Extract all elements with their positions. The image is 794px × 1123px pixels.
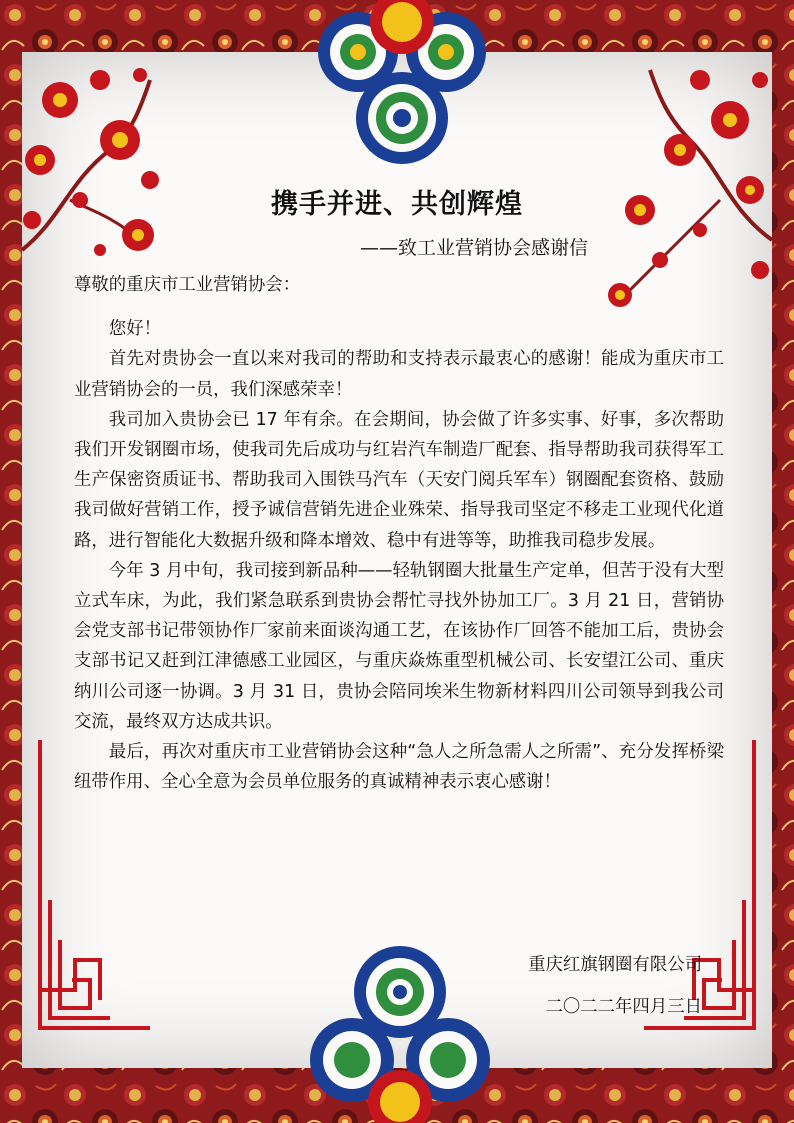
top-auspicious-cloud-icon [318,0,486,164]
paragraph-closing: 最后，再次对重庆市工业营销协会这种“急人之所急需人之所需”、充分发挥桥梁纽带作用、全心全意为会员单位服务的真诚精神表示衷心感谢！ [74,742,724,793]
salutation: 尊敬的重庆市工业营销协会： [74,275,301,295]
letter-date: 二〇二二年四月三日 [545,997,702,1017]
paragraph-march-events: 今年 3 月中旬，我司接到新品种——轻轨钢圈大批量生产定单，但苦于没有大型立式车床，为此，我们紧急联系到贵协会帮忙寻找外协加工厂。3 月 21 日，营销协会党支部书记带领协作厂家前来面谈沟通工艺，在该协作厂回答不能加工后，贵协会支部书记又赶到江津德感工业园区，与重庆焱炼重型机械公司、长安望江公司、重庆纳川公司逐一协调。3 月 31 日，贵协会陪同埃米生物新材料四川公司领导到我公司交流，最终双方达成共识。 [74,560,724,732]
paragraph-membership: 我司加入贵协会已 17 年有余。在会期间，协会做了许多实事、好事，多次帮助我们开发钢圈市场，使我司先后成功与红岩汽车制造厂配套、指导帮助我司获得军工生产保密资质证书、帮助我司入围铁马汽车（天安门阅兵军车）钢圈配套资格、鼓励我司做好营销工作，授予诚信营销先进企业殊荣、指导我司坚定不移走工业现代化道路，进行智能化大数据升级和降本增效、稳中有进等等，助推我司稳步发展。 [74,409,724,551]
paragraph-thanks: 首先对贵协会一直以来对我司的帮助和支持表示最衷心的感谢！能成为重庆市工业营销协会的一员，我们深感荣幸！ [74,349,724,400]
company-signature: 重庆红旗钢圈有限公司 [528,955,702,975]
bottom-auspicious-cloud-icon [310,946,490,1123]
letter-title: 携手并进、共创辉煌 [271,189,523,220]
left-plum-blossom-icon [22,68,159,256]
letter-subtitle: ——致工业营销协会感谢信 [360,237,589,259]
signature-block [528,944,702,1028]
letter-body [74,270,724,797]
greeting: 您好！ [108,319,161,340]
